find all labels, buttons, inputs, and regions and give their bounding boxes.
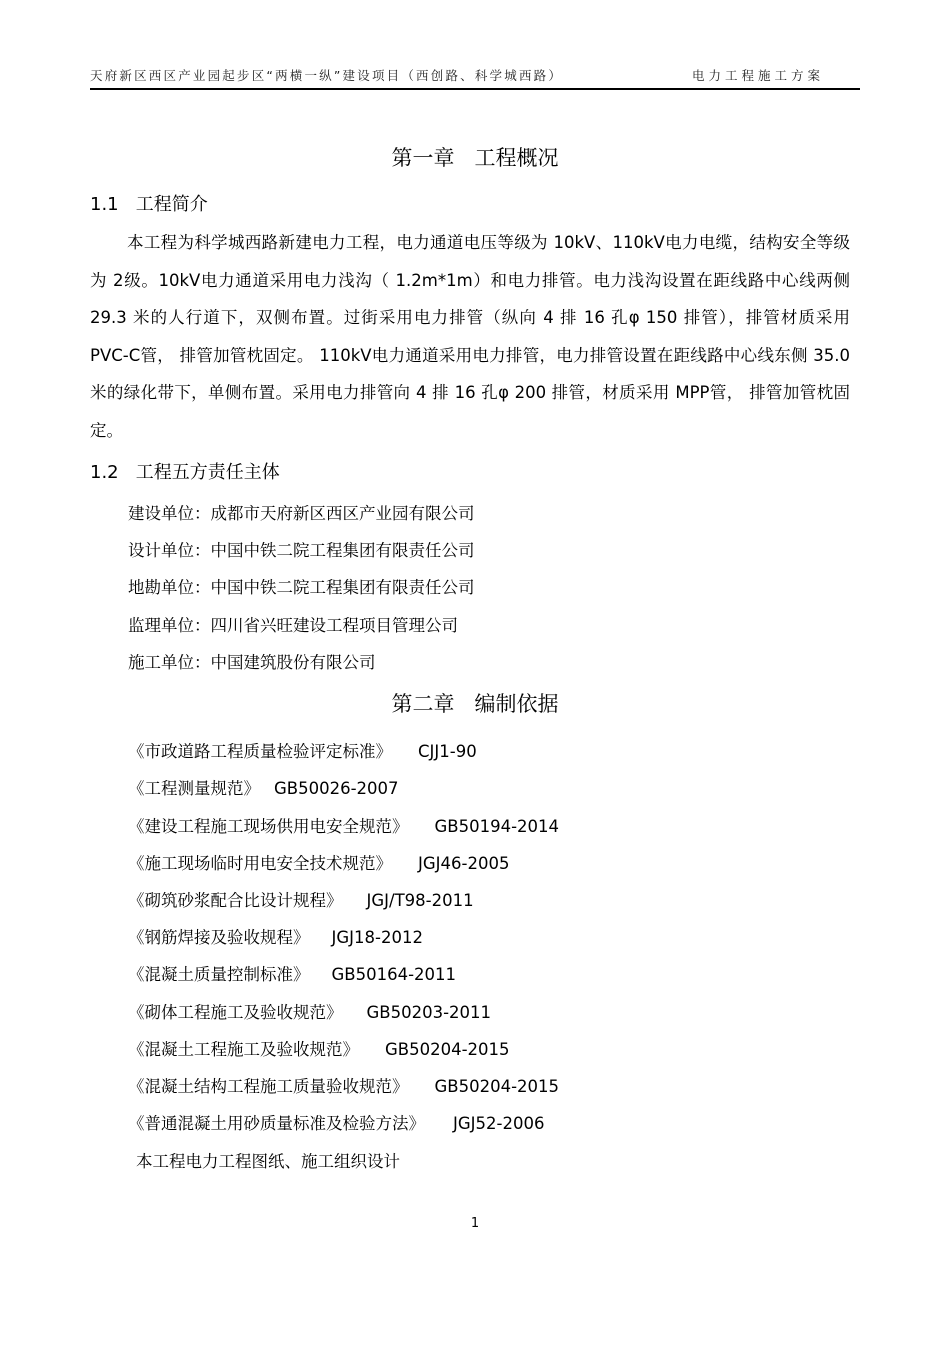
reference-item	[128, 1073, 559, 1097]
reference-code: JGJ46-2005	[418, 854, 510, 873]
reference-item	[128, 775, 399, 799]
reference-code: CJJ1-90	[418, 742, 477, 761]
reference-item	[128, 887, 474, 911]
section-1-2-title: 1.2 工程五方责任主体	[90, 462, 280, 483]
reference-name: 《混凝土质量控制标准》	[128, 965, 310, 984]
reference-name: 《砌体工程施工及验收规范》	[128, 1003, 343, 1022]
party-construction-unit: 建设单位：成都市天府新区西区产业园有限公司	[128, 504, 475, 523]
header-document-type: 电力工程施工方案	[692, 68, 825, 83]
running-header	[90, 64, 860, 90]
reference-name: 《施工现场临时用电安全技术规范》	[128, 854, 392, 873]
reference-code: GB50204-2015	[434, 1077, 560, 1096]
reference-code: GB50203-2011	[366, 1003, 492, 1022]
section-1-1-body: 本工程为科学城西路新建电力工程，电力通道电压等级为 10kV、110kV电力电缆，结构安全等级为 2级。10kV电力通道采用电力浅沟（ 1.2m*1m）和电力排管。电力浅沟设置在距线路中心线两侧 29.3 米的人行道下，双侧布置。过街采用电力排管（纵向 4 排 16 孔φ 150 排管），排管材质采用 PVC-C管， 排管加管枕固定。 110kV电力通道采用电力排管，电力排管设置在距线路中心线东侧 35.0 米的绿化带下，单侧布置。采用电力排管向 4 排 16 孔φ 200 排管，材质采用 MPP管， 排管加管枕固定。	[90, 233, 850, 440]
header-project-title: 天府新区西区产业园起步区“两横一纵”建设项目（西创路、科学城西路）	[90, 68, 564, 83]
reference-name: 《砌筑砂浆配合比设计规程》	[128, 891, 343, 910]
reference-name: 《普通混凝土用砂质量标准及检验方法》	[128, 1114, 425, 1133]
reference-item	[128, 961, 456, 985]
page-number: 1	[470, 1216, 480, 1231]
reference-name: 《混凝土结构工程施工质量验收规范》	[128, 1077, 409, 1096]
chapter-1-title: 第一章 工程概况	[391, 146, 559, 170]
party-survey-unit: 地勘单位：中国中铁二院工程集团有限责任公司	[128, 578, 475, 597]
reference-item	[128, 850, 509, 874]
reference-code: GB50194-2014	[434, 817, 560, 836]
section-1-1-title: 1.1 工程简介	[90, 194, 208, 215]
reference-item	[128, 1110, 544, 1134]
reference-name: 《钢筋焊接及验收规程》	[128, 928, 310, 947]
reference-item	[128, 1036, 510, 1060]
party-supervision-unit: 监理单位：四川省兴旺建设工程项目管理公司	[128, 616, 458, 635]
reference-item	[128, 924, 423, 948]
reference-name: 《工程测量规范》	[128, 779, 260, 798]
reference-code: JGJ18-2012	[331, 928, 423, 947]
party-contractor-unit: 施工单位：中国建筑股份有限公司	[128, 653, 376, 672]
reference-code: GB50164-2011	[331, 965, 457, 984]
reference-closing-line: 本工程电力工程图纸、施工组织设计	[136, 1152, 400, 1171]
reference-item	[128, 813, 559, 837]
reference-code: JGJ/T98-2011	[366, 891, 474, 910]
reference-name: 《混凝土工程施工及验收规范》	[128, 1040, 359, 1059]
party-design-unit: 设计单位：中国中铁二院工程集团有限责任公司	[128, 541, 475, 560]
reference-item	[128, 738, 477, 762]
chapter-2-title: 第二章 编制依据	[391, 692, 559, 716]
reference-name: 《建设工程施工现场供用电安全规范》	[128, 817, 409, 836]
reference-code: GB50204-2015	[385, 1040, 510, 1059]
reference-name: 《市政道路工程质量检验评定标准》	[128, 742, 392, 761]
reference-code: JGJ52-2006	[453, 1114, 545, 1133]
reference-code: GB50026-2007	[274, 779, 399, 798]
reference-item	[128, 999, 491, 1023]
